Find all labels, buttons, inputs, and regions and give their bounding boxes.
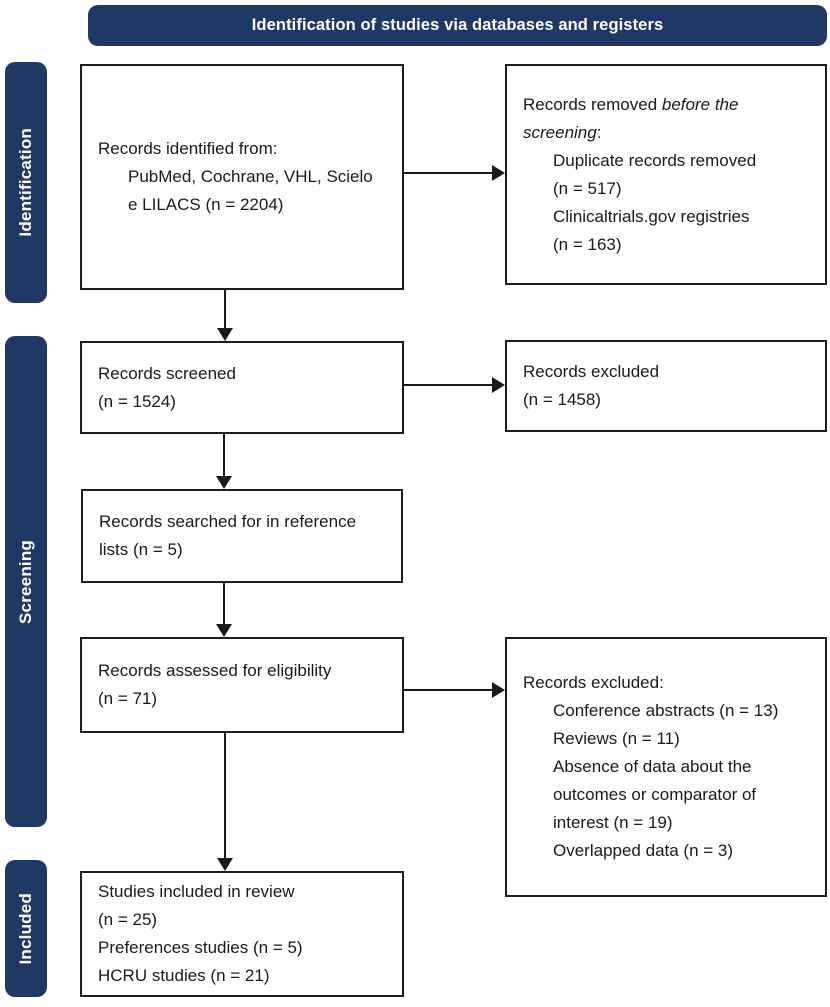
- box-line: (n = 163): [553, 234, 622, 254]
- stage-bar-identification: [5, 62, 47, 303]
- box-records-removed-before-screening: [505, 64, 827, 285]
- box-records-screened: [80, 341, 404, 434]
- stage-label-identification: Identification: [16, 128, 35, 237]
- box-records-reference-lists: [81, 489, 403, 583]
- box-line: PubMed, Cochrane, VHL, Scielo: [128, 167, 373, 186]
- arrowhead-down-icon: [216, 624, 232, 637]
- text-normal: :: [596, 122, 602, 142]
- box-records-excluded-screening: [505, 340, 827, 432]
- box-line: (n = 517): [553, 178, 622, 198]
- box-line: [523, 119, 815, 147]
- arrow-assessed-to-included: [224, 733, 226, 858]
- diagram-title-bar: [88, 5, 827, 46]
- box-line: (n = 1458): [523, 390, 601, 409]
- box-line: (n = 71): [98, 689, 158, 708]
- text-italic: before the: [661, 94, 739, 114]
- arrowhead-down-icon: [216, 476, 232, 489]
- text-normal: Records removed: [523, 94, 662, 114]
- box-line: lists (n = 5): [99, 540, 183, 559]
- box-line: outcomes or comparator of: [553, 785, 757, 804]
- box-line: e LILACS (n = 2204): [128, 195, 284, 214]
- stage-label-screening: Screening: [16, 539, 35, 624]
- box-line: Clinicaltrials.gov registries: [553, 206, 750, 226]
- box-records-assessed: [80, 637, 404, 733]
- stage-bar-screening: [5, 336, 47, 827]
- box-line: Records excluded:: [523, 673, 664, 692]
- box-line: (n = 1524): [98, 391, 176, 411]
- arrowhead-right-icon: [492, 377, 505, 393]
- arrowhead-right-icon: [492, 165, 505, 181]
- box-records-excluded-eligibility: [505, 637, 827, 897]
- box-line: Reviews (n = 11): [553, 729, 680, 748]
- arrow-screened-to-reference: [223, 434, 225, 478]
- arrow-assessed-to-excluded: [404, 689, 494, 691]
- arrow-identified-to-removed: [404, 172, 494, 174]
- box-line: Records excluded: [523, 362, 660, 381]
- box-studies-included: [80, 871, 404, 997]
- arrow-screened-to-excluded: [404, 384, 494, 386]
- box-line: HCRU studies (n = 21): [98, 966, 270, 985]
- arrow-reference-to-assessed: [223, 583, 225, 626]
- box-line: Records searched for in reference: [99, 512, 357, 531]
- box-records-identified: [80, 64, 404, 290]
- arrow-identified-to-screened: [224, 290, 226, 330]
- arrowhead-right-icon: [492, 682, 505, 698]
- box-line: (n = 25): [98, 910, 158, 929]
- box-line: Records screened: [98, 363, 236, 383]
- box-line: Studies included in review: [98, 882, 295, 901]
- text-italic: screening: [523, 122, 597, 142]
- box-line: Preferences studies (n = 5): [98, 938, 303, 957]
- box-line: Records identified from:: [98, 139, 278, 158]
- arrowhead-down-icon: [217, 328, 233, 341]
- diagram-title: Identification of studies via databases and registers: [251, 16, 664, 34]
- stage-label-included: Included: [16, 892, 35, 965]
- box-line: interest (n = 19): [553, 813, 673, 832]
- box-line: Conference abstracts (n = 13): [553, 701, 779, 720]
- box-line: Absence of data about the: [553, 757, 752, 776]
- box-line: Overlapped data (n = 3): [553, 841, 734, 860]
- box-line: [523, 91, 815, 119]
- box-line: Records assessed for eligibility: [98, 661, 332, 680]
- arrowhead-down-icon: [217, 858, 233, 871]
- stage-bar-included: [5, 860, 47, 997]
- box-line: Duplicate records removed: [553, 150, 757, 170]
